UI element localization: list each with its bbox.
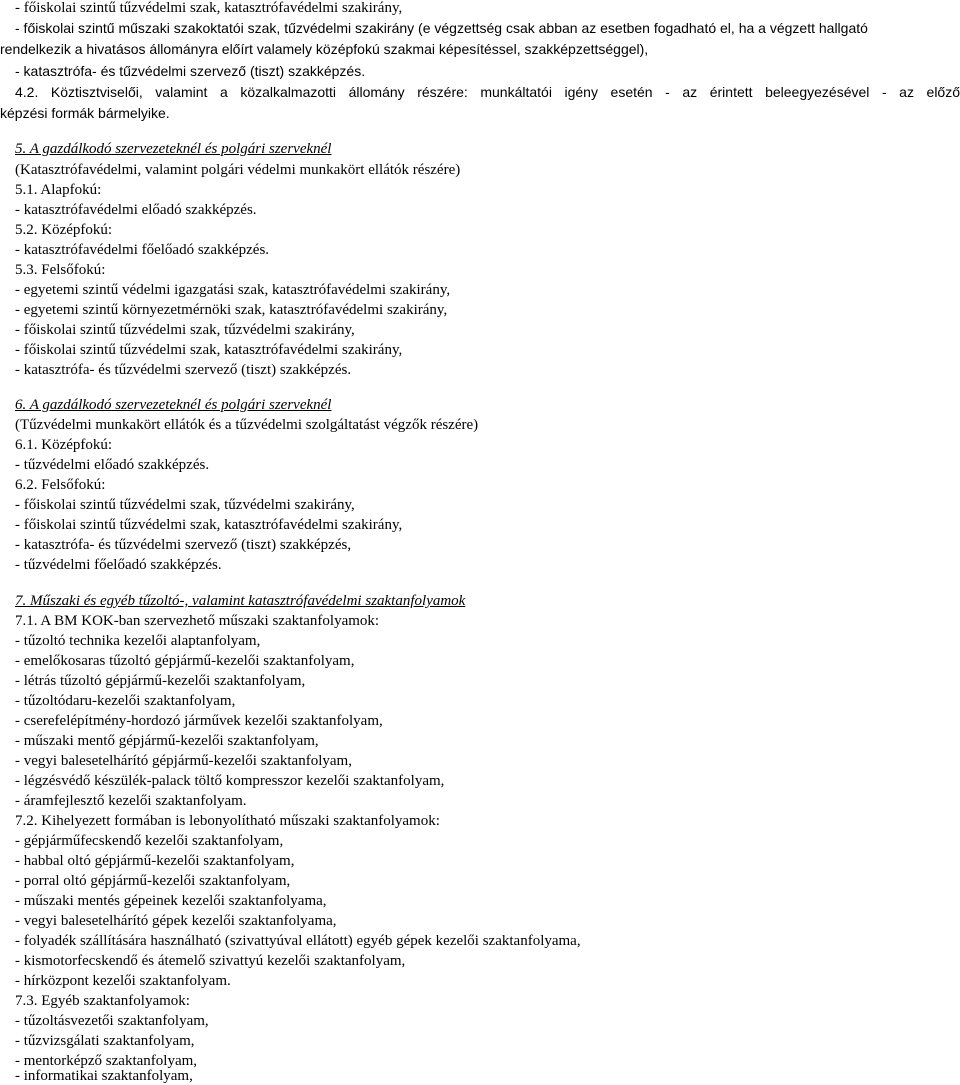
text-line: - katasztrófa- és tűzvédelmi szervező (tiszt) szakképzés. — [15, 362, 352, 378]
text-line: 7.1. A BM KOK-ban szervezhető műszaki szaktanfolyamok: — [15, 613, 380, 629]
text-line: - vegyi balesetelhárító gépjármű-kezelői szaktanfolyam, — [15, 753, 352, 769]
text-line: - vegyi balesetelhárító gépek kezelői szaktanfolyama, — [15, 913, 337, 929]
text-line: - katasztrófavédelmi előadó szakképzés. — [15, 202, 257, 218]
text-line: 7.2. Kihelyezett formában is lebonyolítható műszaki szaktanfolyamok: — [15, 813, 440, 829]
text-line: rendelkezik a hivatásos állományra előírt valamely középfokú szakmai képesítéssel, szakképzettséggel), — [0, 41, 649, 57]
text-line: - főiskolai szintű tűzvédelmi szak, katasztrófavédelmi szakirány, — [15, 342, 403, 358]
text-line: - főiskolai szintű műszaki szakoktatói szak, tűzvédelmi szakirány (e végzettség csak abban az esetben fogadható el, ha a végzett hallgató — [15, 20, 868, 36]
section-heading — [15, 397, 331, 414]
text-line: - kismotorfecskendő és átemelő szivattyú kezelői szaktanfolyam, — [15, 953, 406, 969]
text-line: - egyetemi szintű védelmi igazgatási szak, katasztrófavédelmi szakirány, — [15, 282, 451, 298]
text-line: - hírközpont kezelői szaktanfolyam. — [15, 973, 231, 989]
text-line: - mentorképző szaktanfolyam, — [15, 1053, 198, 1069]
text-line: - katasztrófavédelmi főelőadó szakképzés. — [15, 242, 270, 258]
text-line: - tűzvédelmi előadó szakképzés. — [15, 457, 210, 473]
text-line: - egyetemi szintű környezetmérnöki szak, katasztrófavédelmi szakirány, — [15, 302, 448, 318]
text-line: - műszaki mentő gépjármű-kezelői szaktanfolyam, — [15, 733, 319, 749]
text-line: (Tűzvédelmi munkakört ellátók és a tűzvédelmi szolgáltatást végzők részére) — [15, 417, 479, 433]
text-line: 5.1. Alapfokú: — [15, 182, 102, 198]
section-heading — [15, 593, 465, 610]
text-line: - tűzvédelmi főelőadó szakképzés. — [15, 557, 222, 573]
text-line: 5.3. Felsőfokú: — [15, 262, 106, 278]
text-line: - tűzoltásvezetői szaktanfolyam, — [15, 1013, 209, 1029]
section-heading-text: 5. A gazdálkodó szervezeteknél és polgári szerveknél — [15, 141, 332, 157]
section-heading — [15, 141, 331, 158]
text-line: - létrás tűzoltó gépjármű-kezelői szaktanfolyam, — [15, 673, 306, 689]
text-line: - tűzvizsgálati szaktanfolyam, — [15, 1033, 195, 1049]
text-line: - főiskolai szintű tűzvédelmi szak, tűzvédelmi szakirány, — [15, 497, 355, 513]
text-line: 4.2. Köztisztviselői, valamint a közalkalmazotti állomány részére: munkáltatói igény esetén - az érintett beleegyezésével - az előző — [15, 84, 960, 100]
text-line: - habbal oltó gépjármű-kezelői szaktanfolyam, — [15, 853, 295, 869]
text-line: - műszaki mentés gépeinek kezelői szaktanfolyama, — [15, 893, 327, 909]
text-line: - áramfejlesztő kezelői szaktanfolyam. — [15, 793, 247, 809]
text-line: - folyadék szállítására használható (szivattyúval ellátott) egyéb gépek kezelői szaktanfolyama, — [15, 933, 581, 949]
text-line: 6.2. Felsőfokú: — [15, 477, 106, 493]
text-line: - légzésvédő készülék-palack töltő kompresszor kezelői szaktanfolyam, — [15, 773, 445, 789]
text-line: - katasztrófa- és tűzvédelmi szervező (tiszt) szakképzés, — [15, 537, 352, 553]
text-line: - emelőkosaras tűzoltó gépjármű-kezelői szaktanfolyam, — [15, 653, 355, 669]
text-line: - porral oltó gépjármű-kezelői szaktanfolyam, — [15, 873, 291, 889]
text-line: 7.3. Egyéb szaktanfolyamok: — [15, 993, 190, 1009]
text-line: - gépjárműfecskendő kezelői szaktanfolyam, — [15, 833, 284, 849]
section-heading-text: 7. Műszaki és egyéb tűzoltó-, valamint katasztrófavédelmi szaktanfolyamok — [15, 593, 466, 609]
text-line: - cserefelépítmény-hordozó járművek kezelői szaktanfolyam, — [15, 713, 383, 729]
text-line: - főiskolai szintű tűzvédelmi szak, katasztrófavédelmi szakirány, — [15, 517, 403, 533]
text-line: (Katasztrófavédelmi, valamint polgári védelmi munkakört ellátók részére) — [15, 162, 461, 178]
text-line: - informatikai szaktanfolyam, — [15, 1068, 193, 1084]
text-line: - főiskolai szintű tűzvédelmi szak, katasztrófavédelmi szakirány, — [15, 0, 403, 16]
text-line: - katasztrófa- és tűzvédelmi szervező (tiszt) szakképzés. — [15, 63, 366, 79]
text-line: - főiskolai szintű tűzvédelmi szak, tűzvédelmi szakirány, — [15, 322, 355, 338]
text-line: 6.1. Középfokú: — [15, 437, 113, 453]
text-line: - tűzoltódaru-kezelői szaktanfolyam, — [15, 693, 236, 709]
text-line: képzési formák bármelyike. — [0, 105, 170, 121]
text-line: 5.2. Középfokú: — [15, 222, 113, 238]
section-heading-text: 6. A gazdálkodó szervezeteknél és polgári szerveknél — [15, 397, 332, 413]
text-line: - tűzoltó technika kezelői alaptanfolyam, — [15, 633, 261, 649]
